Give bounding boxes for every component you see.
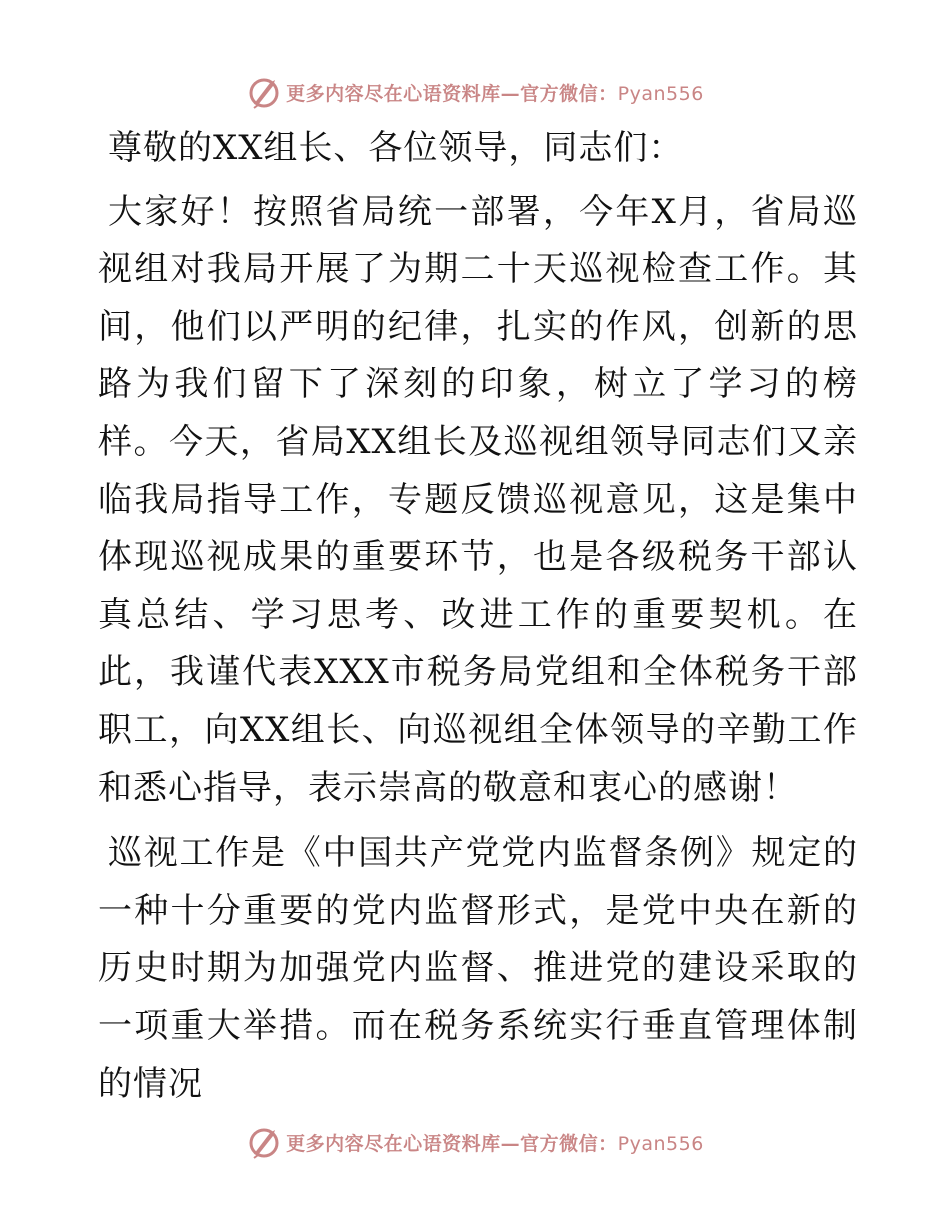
salutation: 尊敬的XX组长、各位领导，同志们： xyxy=(108,128,684,168)
paragraph-2: 巡视工作是《中国共产党党内监督条例》规定的一种十分重要的党内监督形式，是党中央在新的历史时期为加强党内监督、推进党的建设采取的一项重大举措。而在税务系统实行垂直管理体制的情况 xyxy=(98,833,858,1104)
footer-watermark xyxy=(0,1120,950,1164)
paragraph-1: 大家好！按照省局统一部署，今年X月，省局巡视组对我局开展了为期二十天巡视检查工作。其间，他们以严明的纪律，扎实的作风，创新的思路为我们留下了深刻的印象，树立了学习的榜样。今天，省局XX组长及巡视组领导同志们又亲临我局指导工作，专题反馈巡视意见，这是集中体现巡视成果的重要环节，也是各级税务干部认真总结、学习思考、改进工作的重要契机。在此，我谨代表XXX市税务局党组和全体税务干部职工，向XX组长、向巡视组全体领导的辛勤工作和悉心指导，表示崇高的敬意和衷心的感谢！ xyxy=(98,191,858,808)
watermark-text: 更多内容尽在心语资料库—官方微信：Pyan556 xyxy=(286,1132,704,1155)
watermark-text: 更多内容尽在心语资料库—官方微信：Pyan556 xyxy=(286,82,704,105)
document-body xyxy=(98,120,858,1113)
watermark-brand: Pyan556 xyxy=(617,1132,704,1155)
header-watermark xyxy=(0,70,950,114)
quill-pen-logo-icon xyxy=(246,1124,282,1160)
watermark-brand: Pyan556 xyxy=(617,82,704,105)
quill-pen-logo-icon xyxy=(246,74,282,110)
